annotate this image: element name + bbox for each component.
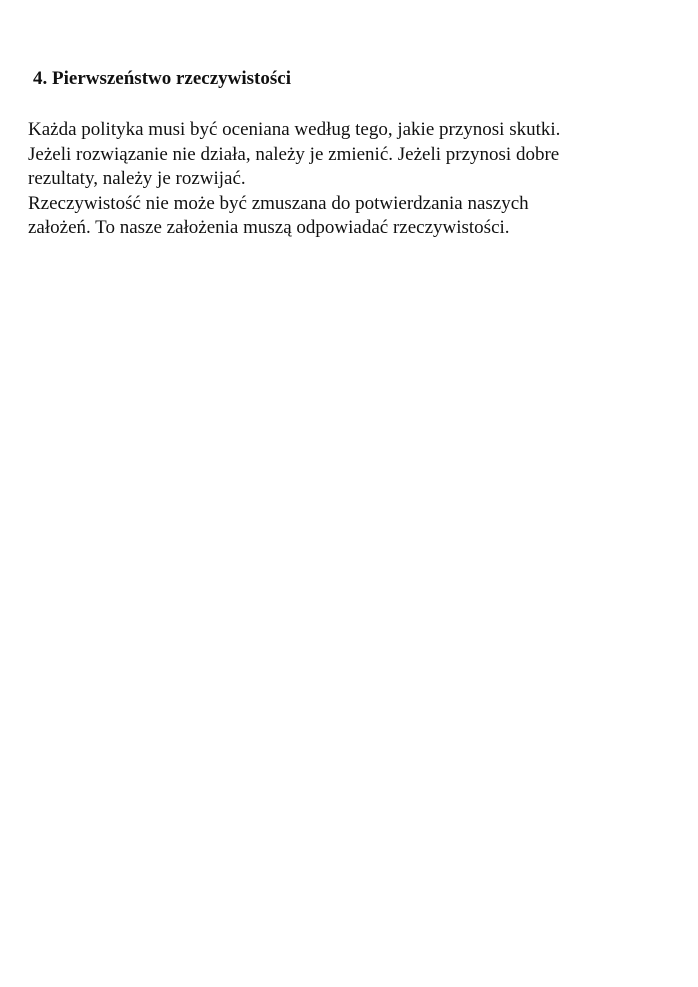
section-body	[28, 118, 688, 241]
body-line: rezultaty, należy je rozwijać.	[28, 168, 246, 189]
section-heading: 4. Pierwszeństwo rzeczywistości	[33, 68, 291, 89]
body-line: Jeżeli rozwiązanie nie działa, należy je zmienić. Jeżeli przynosi dobre	[28, 143, 560, 165]
body-line: Każda polityka musi być oceniana według tego, jakie przynosi skutki.	[28, 119, 561, 140]
body-line: Rzeczywistość nie może być zmuszana do potwierdzania naszych	[28, 192, 529, 214]
body-line: założeń. To nasze założenia muszą odpowiadać rzeczywistości.	[28, 217, 510, 238]
